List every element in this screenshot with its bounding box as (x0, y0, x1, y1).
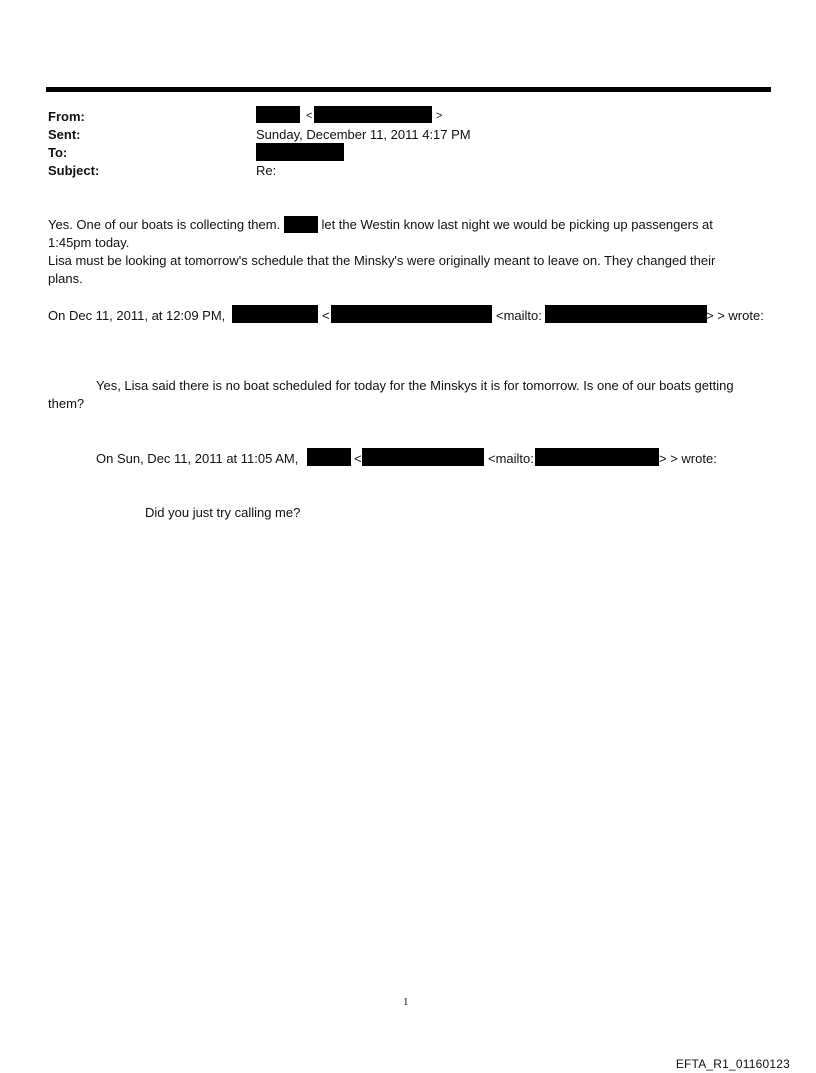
quote2-suffix: > > wrote: (659, 451, 717, 466)
quote2-lt: < (354, 451, 362, 466)
body-p1-part1: Yes. One of our boats is collecting them. (48, 217, 281, 232)
body-p1-part2: let the Westin know last night we would be picking up passengers at (321, 217, 713, 232)
quote2-prefix: On Sun, Dec 11, 2011 at 11:05 AM, (96, 451, 299, 466)
from-lt: < (306, 110, 313, 122)
redaction-from-name (256, 106, 300, 123)
redaction-quote1-mailto (545, 305, 707, 323)
quote1-suffix: > > wrote: (706, 308, 764, 323)
redaction-quote1-name (232, 305, 318, 323)
quote1-prefix: On Dec 11, 2011, at 12:09 PM, (48, 308, 226, 323)
header-rule (46, 87, 771, 92)
redaction-quote1-email (331, 305, 492, 323)
from-label: From: (48, 109, 85, 124)
redaction-quote2-email (362, 448, 484, 466)
from-gt: > (436, 110, 443, 122)
redaction-from-email (314, 106, 432, 123)
quote1-mailto: <mailto: (496, 308, 542, 323)
document-id: EFTA_R1_01160123 (675, 1057, 790, 1071)
to-label: To: (48, 145, 68, 160)
quote1-body-line2: them? (48, 396, 85, 411)
quote1-body: Yes, Lisa said there is no boat scheduled for today for the Minskys it is for tomorrow. Is one of our boats getting (96, 378, 734, 393)
quote2-mailto: <mailto: (488, 451, 534, 466)
redaction-to (256, 143, 344, 161)
subject-value: Re: (256, 163, 277, 178)
subject-label: Subject: (48, 163, 100, 178)
redaction-quote2-mailto (535, 448, 659, 466)
quote1-lt: < (322, 308, 330, 323)
sent-label: Sent: (48, 127, 81, 142)
redaction-quote2-name (307, 448, 351, 466)
redaction-body-name (284, 216, 318, 233)
body-p2: Lisa must be looking at tomorrow's schedule that the Minsky's were originally meant to leave on. They changed their plans. (48, 253, 716, 286)
body-p1-line2: 1:45pm today. (48, 235, 130, 250)
body-line-1 (48, 216, 713, 233)
page-number: 1 (403, 996, 409, 1008)
quote2-body: Did you just try calling me? (145, 505, 301, 520)
sent-value: Sunday, December 11, 2011 4:17 PM (256, 127, 471, 142)
